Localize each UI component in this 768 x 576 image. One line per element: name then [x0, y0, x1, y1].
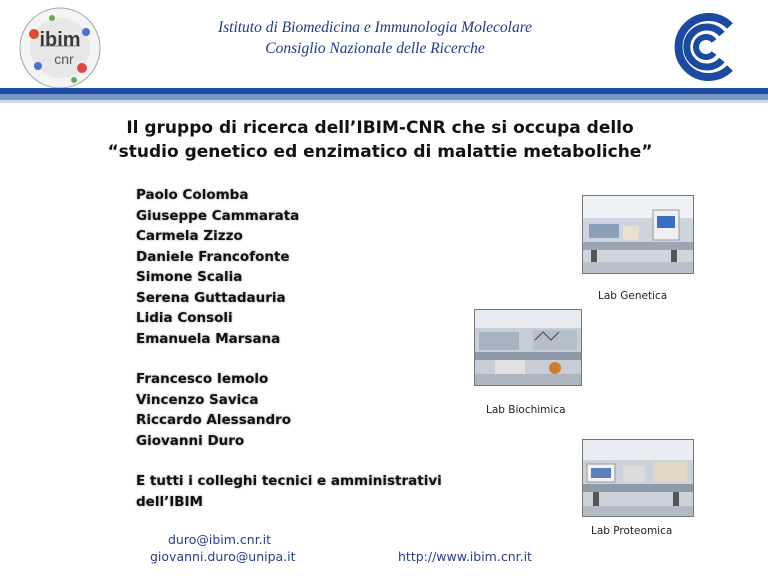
- slide-title-line1: Il gruppo di ricerca dell’IBIM-CNR che si occupa dello: [126, 118, 634, 138]
- researcher-name: Emanuela Marsana: [136, 330, 281, 347]
- researcher-name: Francesco Iemolo: [136, 371, 269, 387]
- lab-biochimica-photo: [474, 309, 582, 386]
- website-link[interactable]: http://www.ibim.cnr.it: [398, 549, 532, 564]
- researcher-name: Riccardo Alessandro: [136, 412, 292, 428]
- svg-text:cnr: cnr: [54, 51, 74, 67]
- researcher-name: Lidia Consoli: [136, 310, 233, 326]
- slide-title-line2: “studio genetico ed enzimatico di malattie metaboliche”: [107, 142, 653, 162]
- ibim-logo: [12, 4, 112, 92]
- lab-biochimica-caption: Lab Biochimica: [486, 404, 566, 416]
- email-link-unipa[interactable]: giovanni.duro@unipa.it: [150, 549, 296, 564]
- lab-genetica-caption: Lab Genetica: [598, 290, 668, 302]
- email-link-ibim[interactable]: duro@ibim.cnr.it: [168, 532, 272, 547]
- cnr-logo: [664, 10, 744, 82]
- institute-name: Istituto di Biomedicina e Immunologia Molecolare: [217, 19, 533, 36]
- council-name: Consiglio Nazionale delle Ricerche: [265, 40, 485, 57]
- researcher-name: Giuseppe Cammarata: [136, 207, 300, 224]
- researcher-name: Simone Scalia: [136, 269, 243, 285]
- researchers-list: [136, 185, 496, 510]
- researcher-name: Carmela Zizzo: [136, 228, 243, 244]
- researcher-name: Giovanni Duro: [136, 432, 245, 449]
- header-band-light: [0, 100, 768, 103]
- lab-proteomica-photo: [582, 439, 694, 517]
- researcher-name: Daniele Francofonte: [136, 248, 290, 265]
- researcher-name: Vincenzo Savica: [136, 391, 259, 408]
- colleagues-note: E tutti i colleghi tecnici e amministrativi dell’IBIM: [136, 473, 442, 510]
- researcher-name: Serena Guttadauria: [136, 289, 286, 306]
- lab-proteomica-caption: Lab Proteomica: [591, 525, 673, 537]
- lab-genetica-photo: [582, 195, 694, 274]
- svg-text:ibim: ibim: [39, 29, 81, 51]
- researcher-name: Paolo Colomba: [136, 187, 249, 203]
